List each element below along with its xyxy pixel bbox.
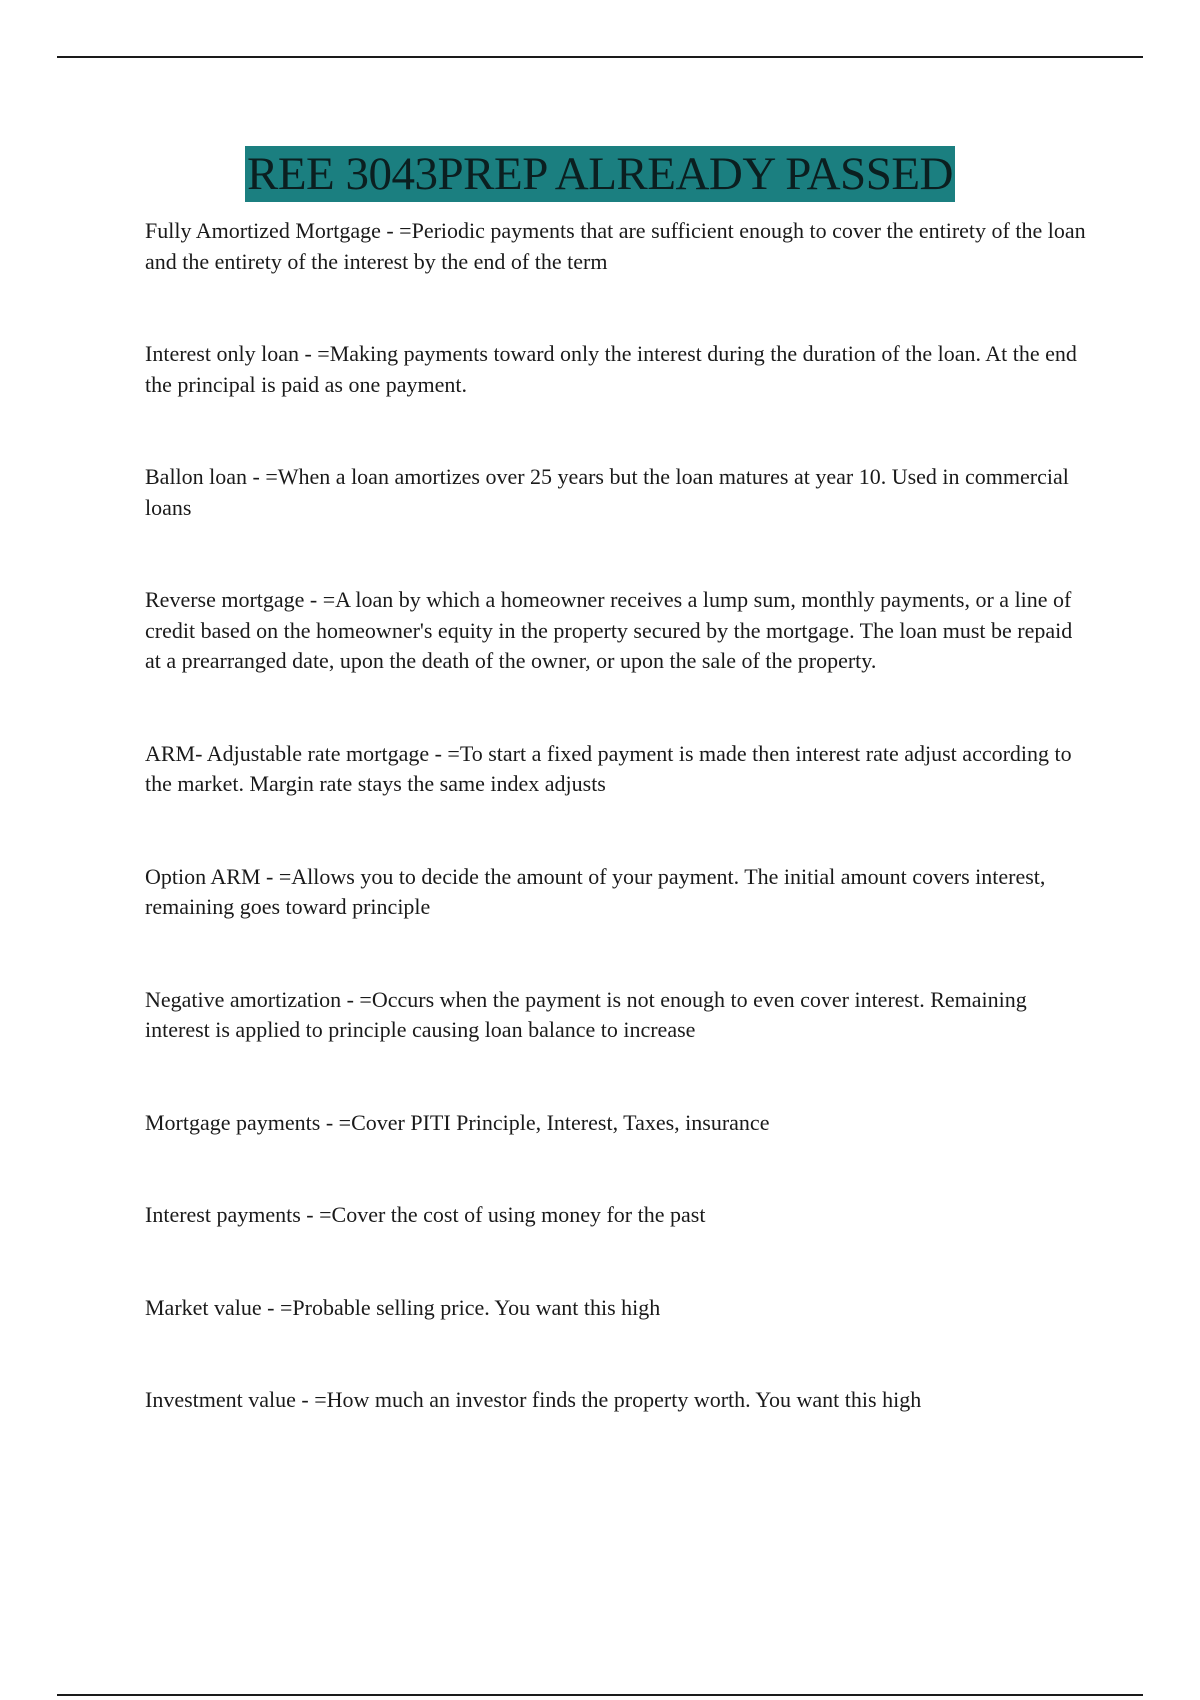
definition-entry: Ballon loan - =When a loan amortizes over 25 years but the loan matures at year 10. Used in commercial loans [145, 464, 1069, 520]
definition-entry: Interest payments - =Cover the cost of using money for the past [145, 1202, 706, 1227]
definition-entry: Investment value - =How much an investor finds the property worth. You want this high [145, 1387, 922, 1412]
bottom-rule [57, 1694, 1143, 1696]
definition-entry: Reverse mortgage - =A loan by which a homeowner receives a lump sum, monthly payments, or a line of credit based on the homeowner's equity in the property secured by the mortgage. The loan must be repaid at a prearranged date, upon the death of the owner, or upon the sale of the property. [145, 587, 1073, 673]
title-container [0, 146, 1200, 202]
definition-entry: Interest only loan - =Making payments toward only the interest during the duration of the loan. At the end the principal is paid as one payment. [145, 341, 1077, 397]
definition-entry: Option ARM - =Allows you to decide the amount of your payment. The initial amount covers interest, remaining goes toward principle [145, 863, 1046, 919]
definition-entry: Market value - =Probable selling price. You want this high [145, 1294, 661, 1320]
definition-entry: Negative amortization - =Occurs when the payment is not enough to even cover interest. Remaining interest is applied to principle causing loan balance to increase [145, 986, 1027, 1042]
definition-entry: ARM- Adjustable rate mortgage - =To start a fixed payment is made then interest rate adjust according to the market. Margin rate stays the same index adjusts [145, 740, 1072, 796]
top-rule [57, 56, 1143, 58]
page-title: REE 3043PREP ALREADY PASSED [246, 148, 953, 200]
definition-entry: Fully Amortized Mortgage - =Periodic payments that are sufficient enough to cover the entirety of the loan and the entirety of the interest by the end of the term [145, 218, 1086, 274]
definition-entry: Mortgage payments - =Cover PITI Principle, Interest, Taxes, insurance [145, 1109, 770, 1135]
definition-list [145, 216, 1090, 1478]
